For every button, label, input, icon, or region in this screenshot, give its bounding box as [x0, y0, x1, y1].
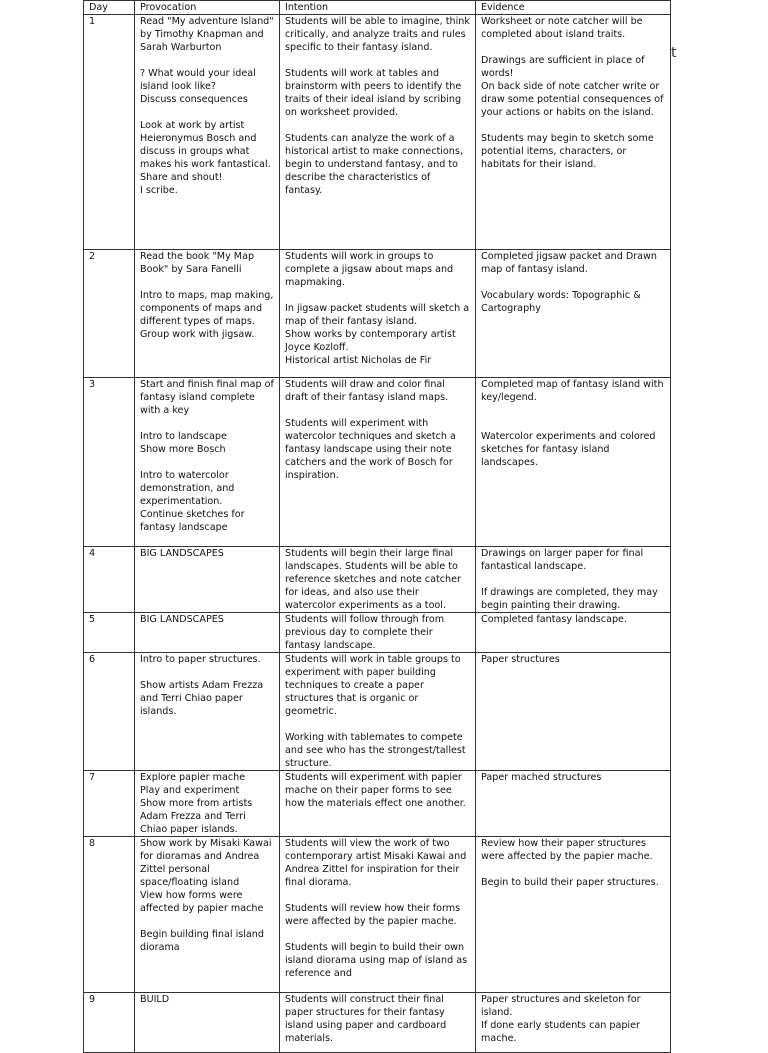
header-intention: Intention	[280, 1, 476, 15]
intention-cell: Students will construct their final paper structures for their fantasy island using paper and cardboard materials.	[280, 993, 476, 1053]
header-evidence: Evidence	[476, 1, 671, 15]
evidence-cell: Completed fantasy landscape.	[476, 613, 671, 653]
provocation-cell: BIG LANDSCAPES	[135, 613, 280, 653]
table-row	[84, 993, 671, 1053]
table-row	[84, 547, 671, 613]
intention-cell: Students will be able to imagine, think critically, and analyze traits and rules specific to their fantasy island. Students will work at tables and brainstorm with peers to identify the traits of their ideal island by scribing on worksheet provided. Students can analyze the work of a historical artist to make connections, begin to understand fantasy, and to describe the characteristics of fantasy.	[280, 15, 476, 250]
provocation-cell: Show work by Misaki Kawai for dioramas and Andrea Zittel personal space/floating island View how forms were affected by papier mache Begin building final island diorama	[135, 837, 280, 993]
header-provocation: Provocation	[135, 1, 280, 15]
intention-cell: Students will begin their large final landscapes. Students will be able to reference sketches and note catcher for ideas, and also use their watercolor experiments as a tool.	[280, 547, 476, 613]
table-row	[84, 837, 671, 993]
provocation-cell: Read "My adventure Island" by Timothy Knapman and Sarah Warburton ? What would your ideal island look like? Discuss consequences Look at work by artist Heieronymus Bosch and discuss in groups what makes his work fantastical. Share and shout! I scribe.	[135, 15, 280, 250]
header-day: Day	[84, 1, 135, 15]
evidence-cell: Worksheet or note catcher will be completed about island traits. Drawings are sufficient in place of words! On back side of note catcher write or draw some potential consequences of your actions or habits on the island. Students may begin to sketch some potential items, characters, or habitats for their island.	[476, 15, 671, 250]
intention-cell: Students will follow through from previous day to complete their fantasy landscape.	[280, 613, 476, 653]
day-cell: 5	[84, 613, 135, 653]
table-row	[84, 653, 671, 771]
evidence-cell: Paper structures	[476, 653, 671, 771]
evidence-cell: Review how their paper structures were affected by the papier mache. Begin to build their paper structures.	[476, 837, 671, 993]
provocation-cell: Intro to paper structures. Show artists Adam Frezza and Terri Chiao paper islands.	[135, 653, 280, 771]
intention-cell: Students will work in groups to complete a jigsaw about maps and mapmaking. In jigsaw packet students will sketch a map of their fantasy island. Show works by contemporary artist Joyce Kozloff. Historical artist Nicholas de Fir	[280, 250, 476, 378]
table-row	[84, 15, 671, 250]
day-cell: 2	[84, 250, 135, 378]
intention-cell: Students will work in table groups to experiment with paper building techniques to create a paper structures that is organic or geometric. Working with tablemates to compete and see who has the strongest/tallest structure.	[280, 653, 476, 771]
intention-cell: Students will draw and color final draft of their fantasy island maps. Students will experiment with watercolor techniques and sketch a fantasy landscape using their note catchers and the work of Bosch for inspiration.	[280, 378, 476, 547]
evidence-cell: Paper mached structures	[476, 771, 671, 837]
provocation-cell: Start and finish final map of fantasy island complete with a key Intro to landscape Show more Bosch Intro to watercolor demonstration, and experimentation. Continue sketches for fantasy landscape	[135, 378, 280, 547]
provocation-cell: BIG LANDSCAPES	[135, 547, 280, 613]
day-cell: 6	[84, 653, 135, 771]
lesson-plan-table	[83, 0, 671, 1053]
evidence-cell: Drawings on larger paper for final fantastical landscape. If drawings are completed, they may begin painting their drawing.	[476, 547, 671, 613]
stray-character: t	[671, 45, 677, 61]
day-cell: 8	[84, 837, 135, 993]
evidence-cell: Paper structures and skeleton for island. If done early students can papier mache.	[476, 993, 671, 1053]
table-row	[84, 250, 671, 378]
day-cell: 3	[84, 378, 135, 547]
day-cell: 7	[84, 771, 135, 837]
intention-cell: Students will experiment with papier mache on their paper forms to see how the materials effect one another.	[280, 771, 476, 837]
table-header-row	[84, 1, 671, 15]
provocation-cell: BUILD	[135, 993, 280, 1053]
day-cell: 4	[84, 547, 135, 613]
table-row	[84, 613, 671, 653]
provocation-cell: Explore papier mache Play and experiment Show more from artists Adam Frezza and Terri Chiao paper islands.	[135, 771, 280, 837]
table-row	[84, 771, 671, 837]
intention-cell: Students will view the work of two contemporary artist Misaki Kawai and Andrea Zittel for inspiration for their final diorama. Students will review how their forms were affected by the papier mache. Students will begin to build their own island diorama using map of island as reference and	[280, 837, 476, 993]
provocation-cell: Read the book "My Map Book" by Sara Fanelli Intro to maps, map making, components of maps and different types of maps. Group work with jigsaw.	[135, 250, 280, 378]
table-row	[84, 378, 671, 547]
evidence-cell: Completed map of fantasy island with key/legend. Watercolor experiments and colored sketches for fantasy island landscapes.	[476, 378, 671, 547]
day-cell: 9	[84, 993, 135, 1053]
day-cell: 1	[84, 15, 135, 250]
evidence-cell: Completed jigsaw packet and Drawn map of fantasy island. Vocabulary words: Topographic & Cartography	[476, 250, 671, 378]
